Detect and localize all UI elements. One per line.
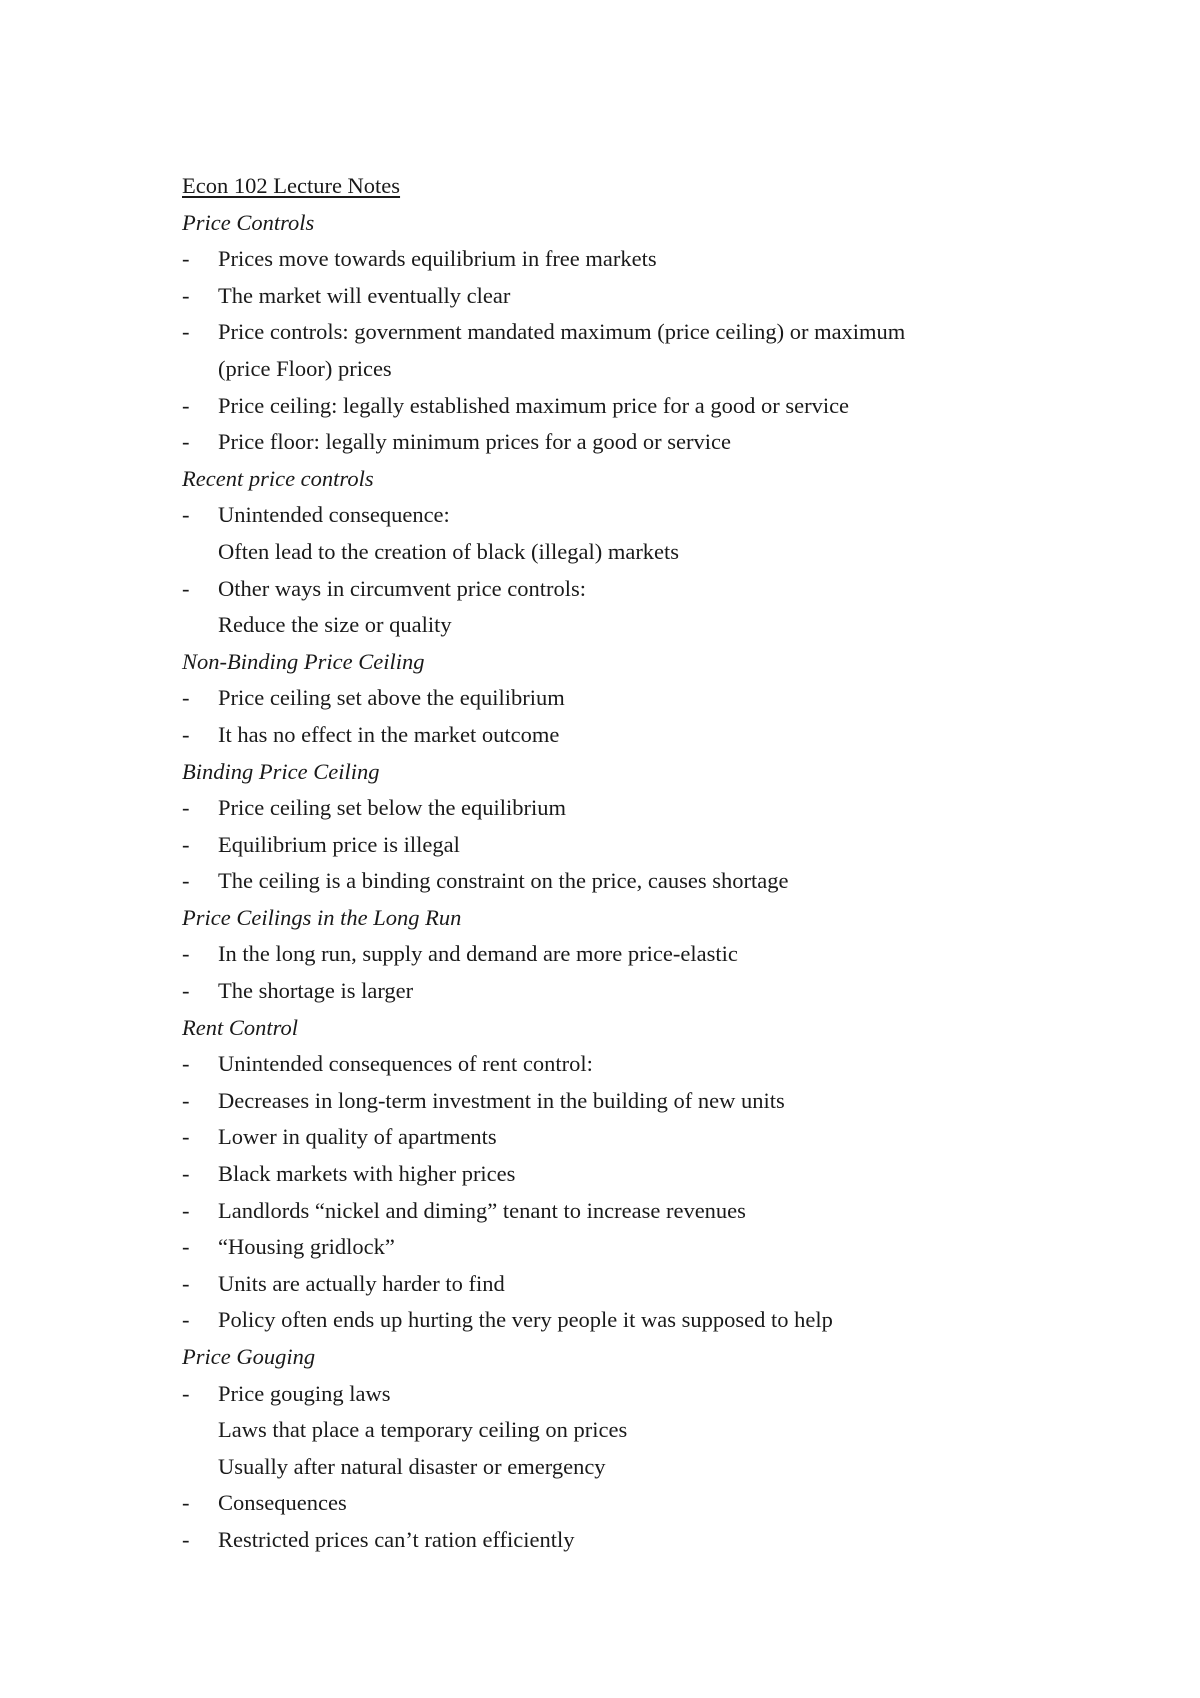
bullet-dash: - — [182, 721, 190, 747]
bullet-dash: - — [182, 831, 190, 857]
continuation-line — [182, 607, 1022, 644]
bullet-dash: - — [182, 868, 190, 894]
bullet-dash: - — [182, 1124, 190, 1150]
bullet-dash: - — [182, 282, 190, 308]
continuation-line — [182, 1449, 1022, 1486]
notes-lines — [182, 205, 1022, 1559]
bullet-text: The shortage is larger — [218, 978, 414, 1004]
bullet-item — [182, 1156, 1022, 1193]
bullet-item — [182, 278, 1022, 315]
bullet-dash: - — [182, 978, 190, 1004]
section-heading: Price Gouging — [182, 1344, 316, 1369]
bullet-dash: - — [182, 1197, 190, 1223]
section-heading: Binding Price Ceiling — [182, 758, 380, 784]
section-heading: Rent Control — [182, 1014, 299, 1040]
bullet-dash: - — [182, 941, 190, 967]
bullet-item — [182, 571, 1022, 608]
bullet-dash: - — [182, 392, 190, 418]
bullet-item — [182, 1302, 1022, 1339]
continuation-text: (price Floor) prices — [218, 355, 392, 381]
section-heading: Non-Binding Price Ceiling — [182, 648, 425, 674]
bullet-text: Policy often ends up hurting the very people it was supposed to help — [218, 1307, 833, 1333]
bullet-text: Other ways in circumvent price controls: — [218, 575, 587, 601]
bullet-text: Consequences — [218, 1490, 347, 1516]
bullet-dash: - — [182, 1161, 190, 1187]
bullet-dash: - — [182, 1234, 190, 1260]
bullet-dash: - — [182, 795, 190, 821]
bullet-text: Price floor: legally minimum prices for a good or service — [218, 429, 731, 455]
bullet-text: Landlords “nickel and diming” tenant to increase revenues — [218, 1197, 746, 1223]
bullet-dash: - — [182, 502, 190, 528]
bullet-item — [182, 680, 1022, 717]
bullet-dash: - — [182, 1307, 190, 1333]
bullet-text: The ceiling is a binding constraint on the price, causes shortage — [218, 868, 789, 894]
bullet-item — [182, 863, 1022, 900]
bullet-item — [182, 424, 1022, 461]
section-heading: Price Controls — [182, 209, 315, 235]
bullet-item — [182, 1083, 1022, 1120]
bullet-dash: - — [182, 319, 190, 345]
bullet-text: Unintended consequence: — [218, 502, 450, 528]
bullet-text: Equilibrium price is illegal — [218, 831, 460, 857]
bullet-item — [182, 973, 1022, 1010]
bullet-dash: - — [182, 429, 190, 455]
bullet-text: Price controls: government mandated maximum (price ceiling) or maximum — [218, 319, 906, 345]
bullet-item — [182, 1046, 1022, 1083]
bullet-text: In the long run, supply and demand are more price-elastic — [218, 941, 738, 967]
bullet-item — [182, 1522, 1022, 1559]
bullet-text: Unintended consequences of rent control: — [218, 1051, 593, 1077]
continuation-text: Usually after natural disaster or emergency — [218, 1453, 606, 1479]
continuation-text: Reduce the size or quality — [218, 612, 452, 638]
bullet-item — [182, 1229, 1022, 1266]
bullet-dash: - — [182, 1526, 190, 1552]
continuation-line — [182, 351, 1022, 388]
bullet-text: Restricted prices can’t ration efficiently — [218, 1526, 575, 1552]
bullet-dash: - — [182, 1087, 190, 1113]
bullet-text: Price ceiling set below the equilibrium — [218, 795, 567, 821]
bullet-dash: - — [182, 246, 190, 272]
bullet-item — [182, 1485, 1022, 1522]
bullet-dash: - — [182, 575, 190, 601]
bullet-text: Price ceiling: legally established maximum price for a good or service — [218, 392, 850, 418]
bullet-text: Price gouging laws — [218, 1380, 391, 1406]
bullet-item — [182, 936, 1022, 973]
bullet-item — [182, 1376, 1022, 1413]
bullet-item — [182, 1266, 1022, 1303]
bullet-text: “Housing gridlock” — [218, 1234, 395, 1260]
document-title: Econ 102 Lecture Notes — [182, 173, 401, 198]
bullet-item — [182, 1119, 1022, 1156]
bullet-item — [182, 497, 1022, 534]
bullet-text: The market will eventually clear — [218, 282, 511, 308]
bullet-text: Units are actually harder to find — [218, 1270, 505, 1296]
bullet-item — [182, 827, 1022, 864]
bullet-item — [182, 388, 1022, 425]
continuation-line — [182, 534, 1022, 571]
bullet-text: Lower in quality of apartments — [218, 1124, 497, 1150]
bullet-item — [182, 1193, 1022, 1230]
bullet-text: Price ceiling set above the equilibrium — [218, 685, 565, 711]
bullet-item — [182, 790, 1022, 827]
bullet-item — [182, 314, 1022, 351]
continuation-text: Laws that place a temporary ceiling on prices — [218, 1417, 628, 1443]
bullet-item — [182, 241, 1022, 278]
bullet-dash: - — [182, 685, 190, 711]
continuation-line — [182, 1412, 1022, 1449]
bullet-text: Black markets with higher prices — [218, 1161, 516, 1187]
bullet-text: Decreases in long-term investment in the building of new units — [218, 1087, 785, 1113]
bullet-dash: - — [182, 1490, 190, 1516]
bullet-text: Prices move towards equilibrium in free markets — [218, 246, 657, 272]
bullet-dash: - — [182, 1051, 190, 1077]
bullet-text: It has no effect in the market outcome — [218, 721, 560, 747]
continuation-text: Often lead to the creation of black (illegal) markets — [218, 538, 680, 564]
bullet-dash: - — [182, 1380, 190, 1406]
section-heading: Price Ceilings in the Long Run — [182, 904, 462, 930]
bullet-dash: - — [182, 1270, 190, 1296]
lecture-notes-body — [182, 168, 1022, 1559]
bullet-item — [182, 717, 1022, 754]
section-heading: Recent price controls — [182, 465, 374, 491]
